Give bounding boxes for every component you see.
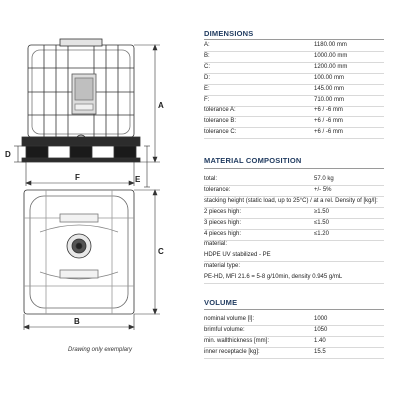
top-lid bbox=[60, 39, 102, 46]
volume-row bbox=[204, 326, 384, 337]
dimensions-row-value: +6 / -6 mm bbox=[314, 129, 343, 136]
volume-row bbox=[204, 348, 384, 359]
dimensions-row-value: +6 / -6 mm bbox=[314, 107, 343, 114]
label-d: D bbox=[5, 150, 11, 159]
dimensions-row-value: 100.00 mm bbox=[314, 74, 345, 81]
dimensions-row bbox=[204, 63, 384, 74]
material-row-key: material: bbox=[204, 241, 228, 248]
material-row bbox=[204, 175, 384, 186]
volume-row-key: brimful volume: bbox=[204, 326, 245, 333]
volume-title: VOLUME bbox=[204, 298, 238, 307]
material-row bbox=[204, 197, 384, 208]
material-row bbox=[204, 251, 384, 262]
dimensions-row-key: D: bbox=[204, 74, 210, 81]
material-row bbox=[204, 208, 384, 219]
material-row-key: 3 pieces high: bbox=[204, 219, 242, 226]
material-row bbox=[204, 240, 384, 250]
dimensions-row-key: B: bbox=[204, 52, 210, 59]
dim-e-line bbox=[144, 146, 150, 187]
material-row-key: total: bbox=[204, 176, 218, 182]
dimensions-row-key: A: bbox=[204, 42, 210, 48]
dimensions-row bbox=[204, 52, 384, 63]
material-rule bbox=[204, 168, 384, 169]
label-e: E bbox=[135, 175, 141, 184]
dimensions-row-key: tolerance C: bbox=[204, 129, 237, 136]
dimensions-row bbox=[204, 106, 384, 117]
dimensions-row-value: 710.00 mm bbox=[314, 96, 345, 103]
material-row bbox=[204, 230, 384, 241]
label-c: C bbox=[158, 247, 164, 256]
pallet bbox=[22, 137, 140, 146]
dimensions-row bbox=[204, 74, 384, 85]
dimensions-row bbox=[204, 85, 384, 96]
volume-rule bbox=[204, 309, 384, 310]
dimensions-row bbox=[204, 128, 384, 139]
dimensions-row-value: 145.00 mm bbox=[314, 85, 345, 92]
volume-row-key: inner receptacle [kg]: bbox=[204, 348, 260, 355]
dimensions-row-value: 1000.00 mm bbox=[314, 52, 348, 59]
volume-row-key: min. wallthickness [mm]: bbox=[204, 337, 270, 344]
dimensions-title: DIMENSIONS bbox=[204, 29, 254, 38]
material-row bbox=[204, 262, 384, 272]
dimensions-row-key: C: bbox=[204, 63, 210, 70]
volume-row-value: 1050 bbox=[314, 326, 328, 333]
dimensions-row-value: +6 / -6 mm bbox=[314, 118, 343, 125]
material-row-key: HDPE UV stabilized - PE bbox=[204, 252, 271, 259]
dimensions-row-key: F: bbox=[204, 96, 210, 103]
material-row-key: 2 pieces high: bbox=[204, 208, 242, 215]
label-a: A bbox=[158, 101, 164, 110]
material-title: MATERIAL COMPOSITION bbox=[204, 156, 302, 165]
label-f: F bbox=[75, 173, 80, 182]
material-row-key: stacking height (static load, up to 25°C) / at a rel. Density of [kg/l]: bbox=[204, 197, 378, 204]
material-row-key: material type: bbox=[204, 263, 241, 270]
material-row-value: ≤1.20 bbox=[314, 230, 329, 237]
material-row-key: tolerance: bbox=[204, 186, 231, 193]
material-row-key: PE-HD, MFI 21.6 = 5-8 g/10min, density 0.945 g/mL bbox=[204, 274, 343, 281]
volume-row bbox=[204, 337, 384, 348]
material-row bbox=[204, 186, 384, 197]
dimensions-row bbox=[204, 41, 384, 52]
volume-row-value: 1000 bbox=[314, 316, 328, 322]
dim-c-line bbox=[134, 190, 160, 314]
volume-row-key: nominal volume [l]: bbox=[204, 316, 255, 322]
material-row-value: ≤1.50 bbox=[314, 219, 329, 226]
top-view bbox=[24, 190, 134, 314]
material-row bbox=[204, 219, 384, 230]
dimensions-row bbox=[204, 96, 384, 107]
volume-row-value: 1.40 bbox=[314, 337, 326, 344]
dimensions-row-key: tolerance A: bbox=[204, 107, 236, 114]
dimensions-row-key: tolerance B: bbox=[204, 118, 237, 125]
label-b: B bbox=[74, 317, 80, 326]
dimensions-row-key: E: bbox=[204, 85, 210, 92]
volume-row-value: 15.5 bbox=[314, 348, 326, 355]
dimensions-row bbox=[204, 117, 384, 128]
dim-f-line bbox=[26, 162, 134, 186]
volume-row bbox=[204, 315, 384, 326]
dimensions-row-value: 1200.00 mm bbox=[314, 63, 348, 70]
drawing-caption: Drawing only exemplary bbox=[67, 347, 133, 353]
side-view bbox=[22, 39, 140, 162]
dimensions-rule bbox=[204, 39, 384, 40]
material-row-key: 4 pieces high: bbox=[204, 230, 242, 237]
material-row-value: ≥1.50 bbox=[314, 208, 329, 215]
material-row-value: +/- 5% bbox=[314, 186, 332, 193]
material-row bbox=[204, 273, 384, 284]
material-row-value: 57.0 kg bbox=[314, 176, 334, 182]
dimensions-row-value: 1180.00 mm bbox=[314, 42, 347, 48]
